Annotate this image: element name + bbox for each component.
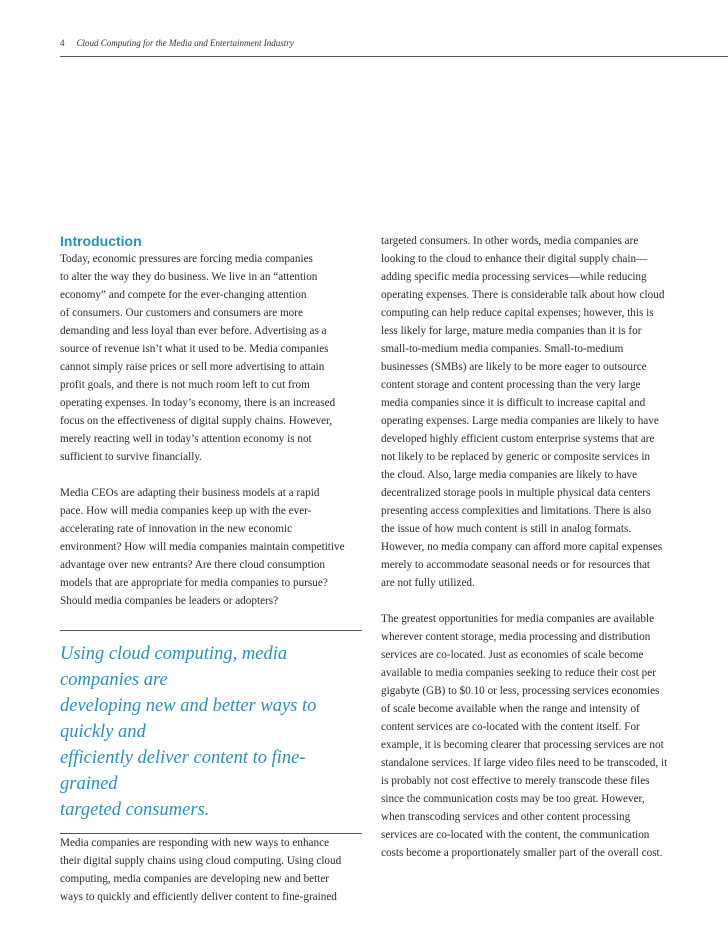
pullquote-top-rule [60, 630, 362, 631]
body-paragraph-1: targeted consumers. In other words, media companies are looking to the cloud to enhance their digital supply chain— adding specific media processing services—while reducing operating expenses. There is considerable talk about how cloud computing can help reduce capital expenses; however, this is less likely for large, mature media companies than it is for small-to-medium media companies. Small-to-medium businesses (SMBs) are likely to be more eager to outsource content storage and content processing than the very large media companies since it is difficult to increase capital and operating expenses. Large media companies are likely to have developed highly efficient custom enterprise systems that are not likely to be replaced by generic or composite services in the cloud. Also, large media companies are likely to have decentralized storage pools in multiple physical data centers presenting access complexities and limitations. There is also the issue of how much content is still in analog formats. However, no media company can afford more capital expenses merely to accommodate seasonal needs or for resources that are not fully utilized. [381, 235, 665, 589]
running-header [60, 38, 294, 48]
right-column [381, 232, 689, 862]
section-heading: Introduction [60, 233, 142, 249]
left-column [60, 232, 362, 906]
pullquote-block [60, 630, 362, 834]
header-rule [60, 56, 728, 57]
intro-paragraph-3: Media companies are responding with new ways to enhance their digital supply chains using cloud computing. Using cloud computing, media companies are developing new and better ways to quickly and efficiently deliver content to fine-grained [60, 837, 342, 903]
page-number: 4 [60, 38, 65, 48]
intro-paragraph-2: Media CEOs are adapting their business models at a rapid pace. How will media companies keep up with the ever- accelerating rate of innovation in the new economic environment? How will media companies maintain competitive advantage over new entrants? Are there cloud consumption models that are appropriate for media companies to pursue? Should media companies be leaders or adopters? [60, 487, 345, 607]
intro-paragraph-1: Today, economic pressures are forcing media companies to alter the way they do business. We live in an “attention economy” and compete for the ever-changing attention of consumers. Our customers and consumers are more demanding and less loyal than ever before. Advertising as a source of revenue isn’t what it used to be. Media companies cannot simply raise prices or sell more advertising to attain profit goals, and there is not much room left to cut from operating expenses. In today’s economy, there is an increased focus on the effectiveness of digital supply chains. However, merely reacting well in today’s attention economy is not sufficient to survive financially. [60, 253, 336, 463]
pullquote: Using cloud computing, media companies are developing new and better ways to quickly and efficiently deliver content to fine-grained targeted consumers. [60, 644, 317, 820]
running-title: Cloud Computing for the Media and Entertainment Industry [76, 38, 294, 48]
body-paragraph-2: The greatest opportunities for media companies are available wherever content storage, media processing and distribution services are co-located. Just as economies of scale become available to media companies seeking to reduce their cost per gigabyte (GB) to $0.10 or less, processing services economies of scale become available when the range and intensity of content services are co-located with the content itself. For example, it is becoming clearer that processing services are not standalone services. If large video files need to be transcoded, it is probably not cost effective to merely transcode these files since the communication costs may be too great. However, when transcoding services and other content processing services are co-located with the content, the communication costs become a proportionately smaller part of the overall cost. [381, 613, 668, 859]
